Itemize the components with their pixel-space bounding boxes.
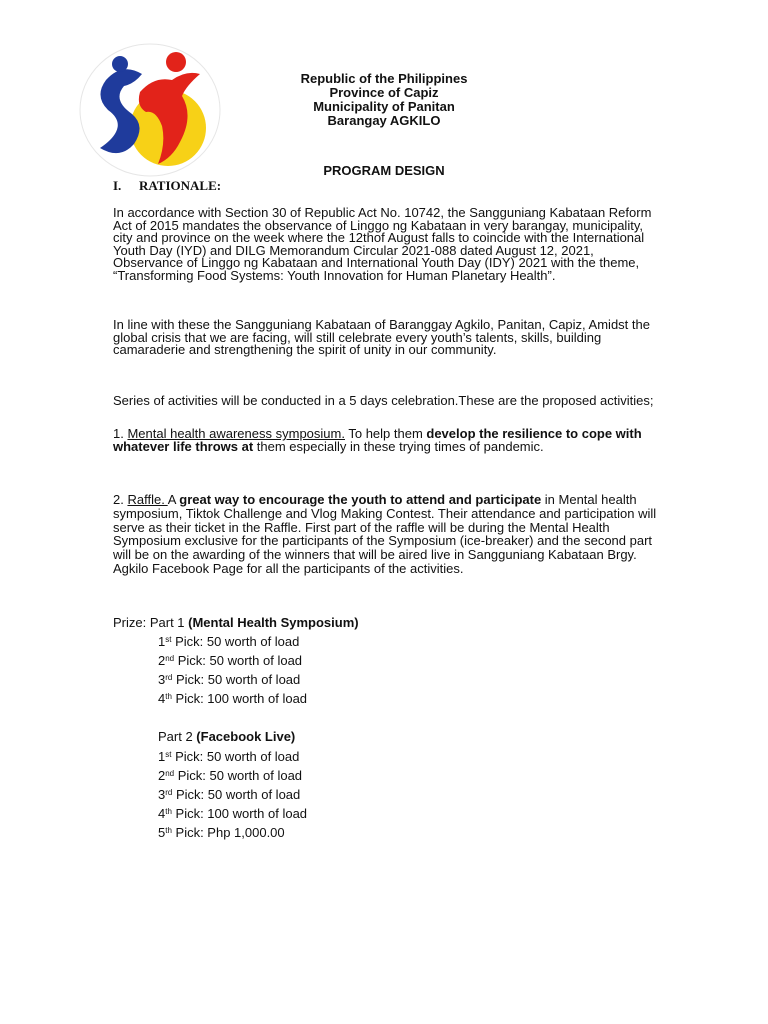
prize-part1-title: (Mental Health Symposium) <box>188 615 359 630</box>
header-province: Province of Capiz <box>329 85 439 100</box>
prize-heading <box>113 615 359 630</box>
prize-part2-title: (Facebook Live) <box>196 729 296 744</box>
header-municipality: Municipality of Panitan <box>313 99 455 114</box>
document-header <box>254 72 514 128</box>
activity-text: To help them <box>344 426 427 441</box>
header-barangay: Barangay AGKILO <box>327 113 441 128</box>
prize-list-item: 2nd Pick: 50 worth of load <box>158 768 303 783</box>
prize-label: Prize: Part 1 <box>113 615 189 630</box>
prize-list-item: 2nd Pick: 50 worth of load <box>158 653 303 668</box>
activity-title: Raffle. <box>127 492 168 507</box>
prize-list-item: 3rd Pick: 50 worth of load <box>158 672 301 687</box>
paragraph-activities-intro: Series of activities will be conducted in a 5 days celebration.These are the proposed activities; <box>113 393 654 408</box>
sk-logo <box>76 40 221 180</box>
document-title: PROGRAM DESIGN <box>323 163 445 178</box>
prize-part2-heading <box>158 729 295 744</box>
prize-list-item: 1st Pick: 50 worth of load <box>158 749 300 764</box>
prize-part2-label: Part 2 <box>158 729 197 744</box>
logo-blue-head <box>112 56 128 72</box>
paragraph-rationale: In accordance with Section 30 of Republic Act No. 10742, the Sangguniang Kabataan Reform Act of 2015 mandates the observance of Linggo ng Kabataan in very barangay, municipality, city and province on the week where the 12thof August falls to coincide with the International Youth Day (IYD) and DILG Memorandum Circular 2021-088 dated August 12, 2021, Observance of Linggo ng Kabataan and International Youth Day (IDY) 2021 with the theme, “Transforming Food Systems: Youth Innovation for Human Planetary Health”. <box>113 205 652 283</box>
prize-list-item: 3rd Pick: 50 worth of load <box>158 787 301 802</box>
activity-number: 1. <box>113 426 128 441</box>
activity-item-2 <box>113 493 658 576</box>
section-label: RATIONALE: <box>139 178 222 193</box>
activity-number: 2. <box>113 492 128 507</box>
logo-red-head <box>166 52 186 72</box>
activity-text: them especially in these trying times of pandemic. <box>253 439 544 454</box>
section-heading <box>113 178 221 194</box>
section-number: I. <box>113 178 122 193</box>
activity-emphasis: great way to encourage the youth to attend and participate <box>179 492 542 507</box>
prize-list-item: 4th Pick: 100 worth of load <box>158 691 308 706</box>
activity-emphasis: develop the resilience to cope with whatever life throws at <box>113 426 642 454</box>
prize-list-item: 5th Pick: Php 1,000.00 <box>158 825 285 840</box>
header-country: Republic of the Philippines <box>300 71 468 86</box>
activity-text: in Mental health symposium, Tiktok Challenge and Vlog Making Contest. Their attendance and participation will serve as their ticket in the Raffle. First part of the raffle will be during the Mental Health Symposium exclusive for the participants of the Symposium (ice-breaker) and the second part will be on the awarding of the winners that will be aired live in Sangguniang Kabataan Brgy. Agkilo Facebook Page for all the participants of the activities. <box>113 492 657 576</box>
prize-list-item: 1st Pick: 50 worth of load <box>158 634 300 649</box>
activity-item-1 <box>113 427 658 453</box>
activity-title: Mental health awareness symposium. <box>127 426 345 441</box>
paragraph-context: In line with these the Sangguniang Kabataan of Baranggay Agkilo, Panitan, Capiz, Amidst the global crisis that we are facing, will still celebrate every youth’s talents, skills, building camaraderie and strengthening the spirit of unity in our community. <box>113 317 650 358</box>
activity-text: A <box>167 492 180 507</box>
prize-list-item: 4th Pick: 100 worth of load <box>158 806 308 821</box>
